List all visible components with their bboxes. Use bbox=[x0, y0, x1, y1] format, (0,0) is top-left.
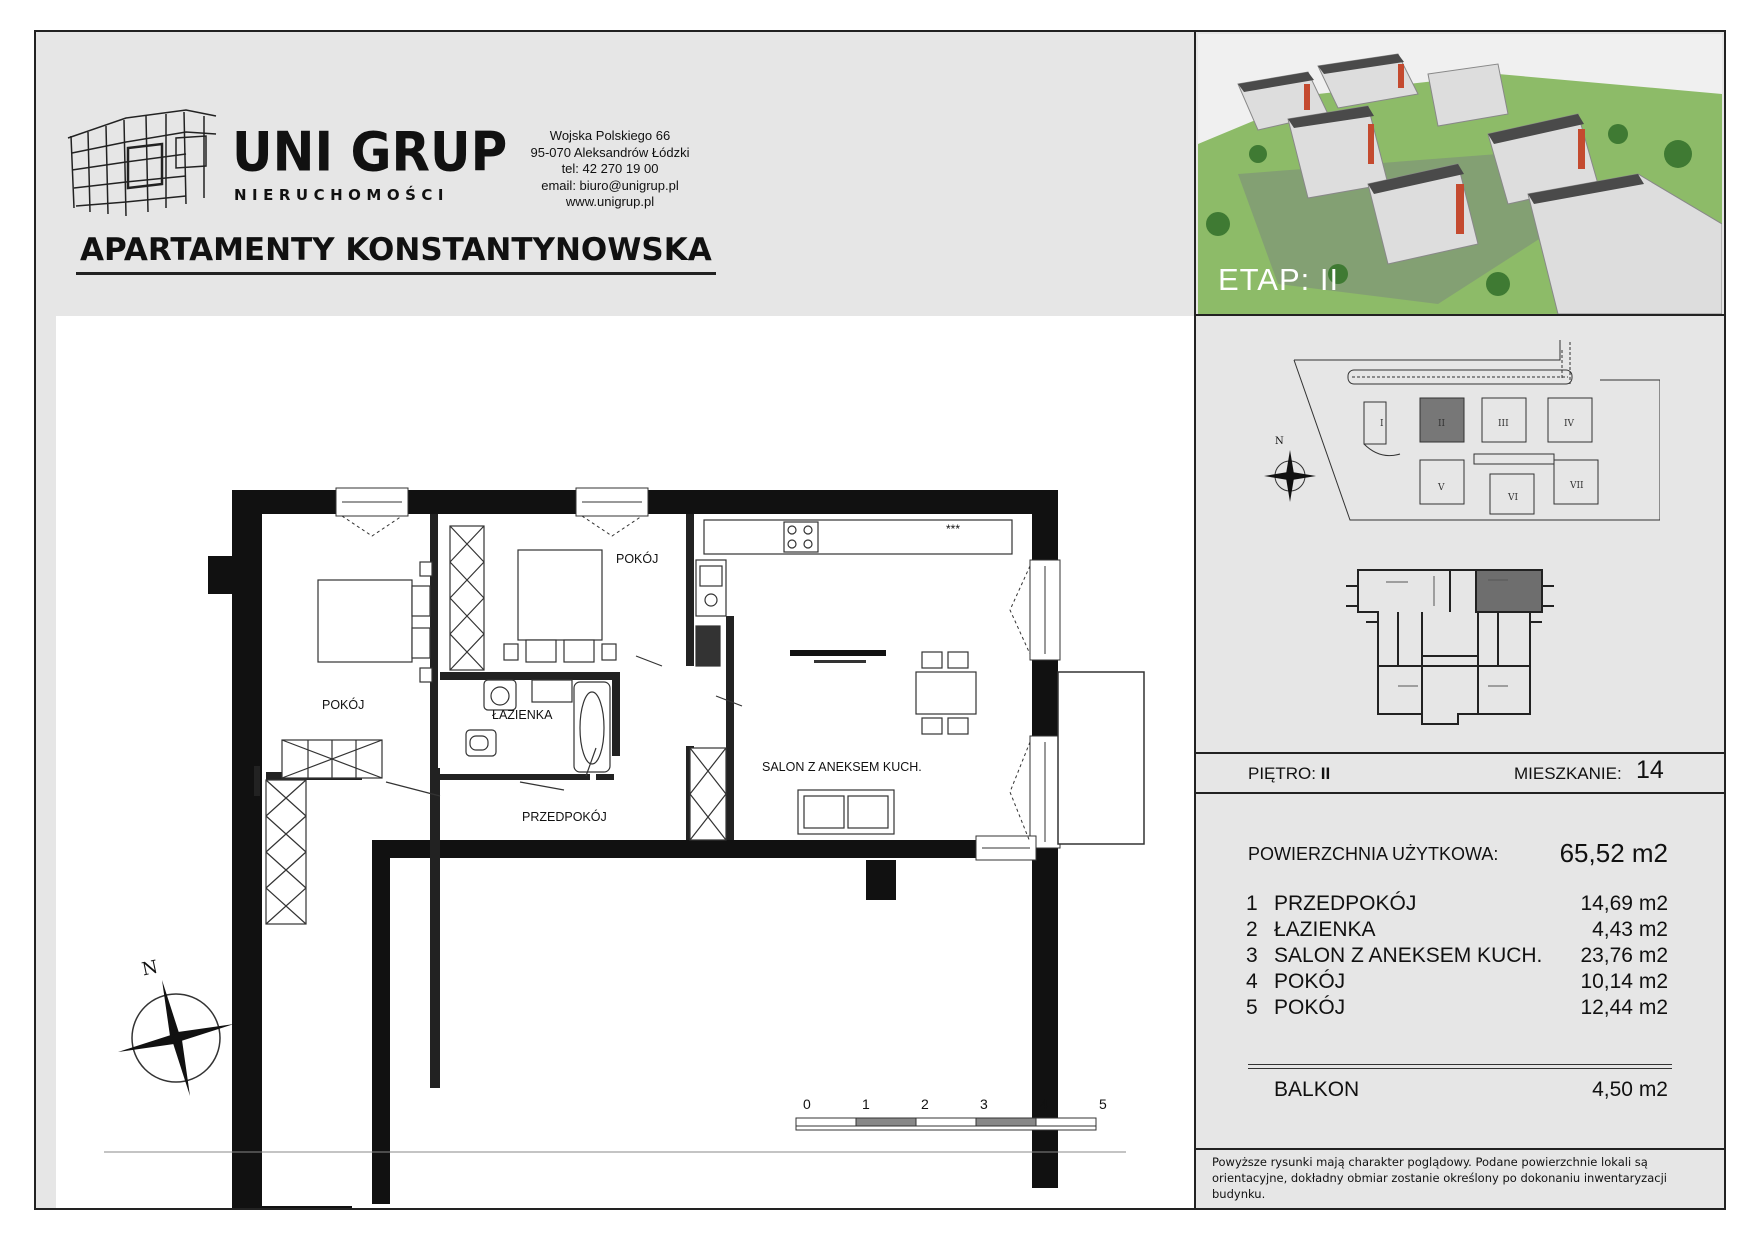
address-line1: Wojska Polskiego 66 bbox=[549, 128, 671, 143]
contact-block bbox=[515, 128, 705, 211]
site-north-label: N bbox=[1275, 436, 1284, 447]
balcony-name: BALKON bbox=[1274, 1078, 1360, 1101]
balcony-area: 4,50 m2 bbox=[1592, 1078, 1668, 1101]
table-rule-1 bbox=[1248, 1064, 1672, 1065]
room-row-2-area: 4,43 m2 bbox=[1592, 918, 1668, 941]
total-area-label: POWIERZCHNIA UŻYTKOWA: bbox=[1248, 844, 1499, 864]
scale-2: 2 bbox=[921, 1096, 929, 1112]
floor-label-row bbox=[1248, 764, 1330, 784]
room-row-1-name: PRZEDPOKÓJ bbox=[1274, 892, 1417, 915]
site-plan bbox=[1240, 330, 1660, 540]
panel-divider bbox=[1194, 32, 1196, 1208]
room-label-bathroom: ŁAZIENKA bbox=[492, 708, 553, 722]
svg-text:I: I bbox=[1380, 419, 1384, 429]
divider-disclaimer bbox=[1196, 1148, 1724, 1150]
brand-name: UNI GRUP bbox=[232, 120, 508, 184]
brand-subtitle: NIERUCHOMOŚCI bbox=[234, 186, 449, 204]
divider-floor-top bbox=[1196, 752, 1724, 754]
email: email: biuro@unigrup.pl bbox=[541, 177, 679, 193]
svg-text:VI: VI bbox=[1508, 493, 1519, 503]
svg-text:III: III bbox=[1498, 419, 1509, 429]
phone: tel: 42 270 19 00 bbox=[561, 161, 659, 176]
floor-value: II bbox=[1320, 764, 1331, 783]
site-compass-icon bbox=[1262, 438, 1318, 506]
room-row-2-no: 2 bbox=[1246, 918, 1258, 941]
room-row-5-name: POKÓJ bbox=[1274, 996, 1346, 1019]
room-row-5-area: 12,44 m2 bbox=[1580, 996, 1668, 1019]
floor-key-plan bbox=[1338, 566, 1568, 736]
address-line2: 95-070 Aleksandrów Łódzki bbox=[530, 144, 690, 160]
title-underline bbox=[76, 272, 716, 275]
room-label-living: SALON Z ANEKSEM KUCH. bbox=[762, 760, 922, 774]
project-title: APARTAMENTY KONSTANTYNOWSKA bbox=[80, 232, 712, 268]
kitchen-marker: *** bbox=[946, 522, 961, 536]
room-row-4-no: 4 bbox=[1246, 970, 1258, 993]
website: www.unigrup.pl bbox=[565, 194, 655, 209]
room-row-1-no: 1 bbox=[1246, 892, 1258, 915]
floor-plan bbox=[56, 316, 1194, 1208]
room-row-2-name: ŁAZIENKA bbox=[1274, 918, 1376, 941]
stage-label: ETAP: II bbox=[1218, 262, 1340, 297]
svg-text:VII: VII bbox=[1570, 481, 1584, 491]
room-row-4-name: POKÓJ bbox=[1274, 970, 1346, 993]
room-row-5-no: 5 bbox=[1246, 996, 1258, 1019]
room-row-1-area: 14,69 m2 bbox=[1580, 892, 1668, 915]
plan-north-label: N bbox=[139, 956, 160, 981]
disclaimer: Powyższe rysunki mają charakter poglądowy. Podane powierzchnie lokali są orientacyjne, dokładny obmiar zostanie określony po dokonaniu inwentaryzacji budynku. bbox=[1212, 1155, 1667, 1201]
table-rule-2 bbox=[1248, 1068, 1672, 1069]
scale-5: 5 bbox=[1099, 1096, 1107, 1112]
svg-text:V: V bbox=[1438, 483, 1445, 493]
scale-1: 1 bbox=[862, 1096, 870, 1112]
room-row-3-no: 3 bbox=[1246, 944, 1258, 967]
floor-label: PIĘTRO: bbox=[1248, 764, 1317, 783]
room-row-3-area: 23,76 m2 bbox=[1580, 944, 1668, 967]
total-area-value: 65,52 m2 bbox=[1559, 838, 1668, 868]
svg-text:II: II bbox=[1438, 419, 1446, 429]
scale-3: 3 bbox=[980, 1096, 988, 1112]
room-label-bedroom-left: POKÓJ bbox=[322, 698, 365, 712]
room-row-4-area: 10,14 m2 bbox=[1580, 970, 1668, 993]
scale-4: 4 bbox=[1040, 1096, 1048, 1112]
divider-photo bbox=[1196, 314, 1724, 316]
divider-floor-bottom bbox=[1196, 792, 1724, 794]
room-label-hallway: PRZEDPOKÓJ bbox=[522, 810, 607, 824]
unit-label: MIESZKANIE: bbox=[1514, 764, 1622, 783]
scale-0: 0 bbox=[803, 1096, 811, 1112]
room-label-bedroom-right: POKÓJ bbox=[616, 552, 659, 566]
logo-sketch-icon bbox=[66, 108, 226, 218]
unit-value: 14 bbox=[1636, 756, 1664, 784]
svg-text:IV: IV bbox=[1564, 419, 1575, 429]
room-row-3-name: SALON Z ANEKSEM KUCH. bbox=[1274, 944, 1543, 967]
